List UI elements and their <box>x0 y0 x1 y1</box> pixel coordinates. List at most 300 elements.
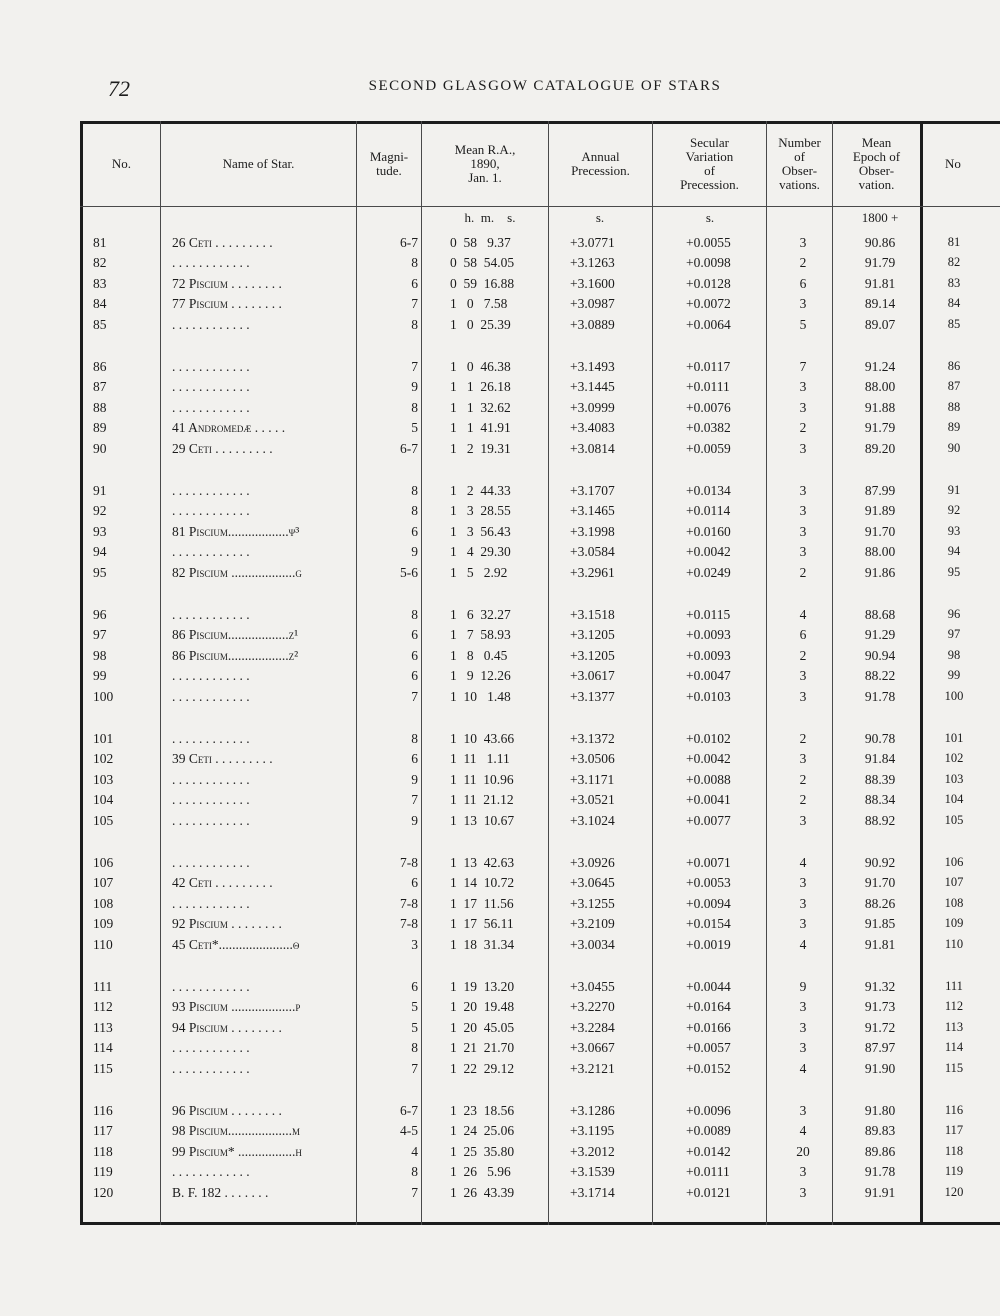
star-number: 88 <box>93 399 107 415</box>
star-magnitude: 5 <box>411 420 418 436</box>
star-number-right: 103 <box>944 771 964 786</box>
star-observation-count: 6 <box>799 275 807 291</box>
star-mean-epoch: 88.00 <box>864 379 896 395</box>
star-name: 86 Piscium..................ζ¹ <box>172 627 299 643</box>
star-observation-count: 2 <box>799 564 807 580</box>
star-mean-ra: 1 20 19.48 <box>450 999 515 1015</box>
star-number: 119 <box>93 1164 113 1180</box>
star-magnitude: 6 <box>411 647 418 663</box>
star-mean-epoch: 91.79 <box>864 255 896 271</box>
star-number-right: 105 <box>944 812 964 827</box>
star-mean-ra: 1 10 1.48 <box>450 688 511 704</box>
star-mean-ra: 1 7 58.93 <box>450 627 511 643</box>
star-name: . . . . . . . . . . . . <box>172 979 250 994</box>
star-mean-ra: 0 58 9.37 <box>450 235 511 250</box>
star-observation-count: 3 <box>799 895 807 911</box>
star-number-right: 116 <box>944 1103 964 1117</box>
star-name: . . . . . . . . . . . . <box>172 483 250 498</box>
star-annual-precession: +3.1707 <box>570 483 615 498</box>
star-magnitude: 8 <box>411 255 418 271</box>
star-number: 90 <box>93 440 107 456</box>
star-secular-variation: +0.0096 <box>686 1103 731 1118</box>
star-magnitude: 6-7 <box>400 235 418 250</box>
star-mean-epoch: 91.72 <box>864 1019 896 1035</box>
star-annual-precession: +3.1171 <box>570 771 615 787</box>
header-rule <box>80 206 1000 207</box>
header-secular-variation: Secular Variation of Precession. <box>680 135 739 192</box>
star-secular-variation: +0.0134 <box>686 483 731 498</box>
star-mean-epoch: 88.22 <box>864 668 896 684</box>
star-mean-epoch: 90.78 <box>864 731 896 746</box>
star-number-right: 120 <box>944 1184 964 1199</box>
star-magnitude: 8 <box>411 503 418 519</box>
star-annual-precession: +3.2121 <box>570 1060 615 1076</box>
star-observation-count: 3 <box>799 399 807 415</box>
star-observation-count: 3 <box>799 1040 807 1056</box>
star-magnitude: 8 <box>411 731 418 746</box>
star-observation-count: 3 <box>799 440 807 456</box>
star-name: 92 Piscium . . . . . . . . <box>172 916 282 932</box>
star-mean-epoch: 90.92 <box>864 855 896 870</box>
star-secular-variation: +0.0076 <box>686 399 731 415</box>
star-number: 117 <box>93 1123 113 1139</box>
star-mean-epoch: 88.68 <box>864 607 896 622</box>
star-secular-variation: +0.0071 <box>686 855 731 870</box>
star-mean-epoch: 89.83 <box>864 1123 896 1139</box>
star-secular-variation: +0.0041 <box>686 792 731 808</box>
star-number-right: 95 <box>947 564 961 579</box>
star-mean-epoch: 91.24 <box>864 359 896 374</box>
star-number-right: 108 <box>944 895 964 910</box>
star-name: 42 Ceti . . . . . . . . . <box>172 875 273 891</box>
star-secular-variation: +0.0160 <box>686 523 731 539</box>
star-observation-count: 3 <box>799 235 807 250</box>
star-observation-count: 2 <box>799 771 807 787</box>
star-number-right: 85 <box>947 316 961 331</box>
star-magnitude: 6 <box>411 979 418 994</box>
star-mean-epoch: 91.79 <box>864 420 896 436</box>
star-magnitude: 9 <box>411 812 418 828</box>
star-mean-epoch: 91.29 <box>864 627 896 643</box>
star-number: 118 <box>93 1143 113 1159</box>
star-observation-count: 3 <box>799 483 807 498</box>
star-mean-epoch: 91.81 <box>864 936 896 952</box>
star-magnitude: 6 <box>411 668 418 684</box>
star-number-right: 102 <box>944 751 964 766</box>
running-head: SECOND GLASGOW CATALOGUE OF STARS <box>368 78 722 94</box>
star-mean-ra: 1 0 7.58 <box>450 296 508 312</box>
star-mean-epoch: 91.81 <box>864 275 896 291</box>
star-mean-ra: 1 4 29.30 <box>450 544 511 560</box>
star-number-right: 114 <box>944 1040 964 1055</box>
star-name: 26 Ceti . . . . . . . . . <box>172 235 273 250</box>
star-mean-epoch: 89.86 <box>864 1143 896 1159</box>
star-mean-ra: 1 18 31.34 <box>450 936 515 952</box>
star-number: 100 <box>93 688 114 704</box>
col-divider <box>356 121 357 1225</box>
star-observation-count: 3 <box>799 1164 807 1180</box>
star-number-right: 96 <box>947 607 961 621</box>
star-number-right: 110 <box>944 936 964 951</box>
star-observation-count: 9 <box>799 979 807 994</box>
star-name: . . . . . . . . . . . . <box>172 255 250 271</box>
star-number: 115 <box>93 1060 113 1076</box>
star-number: 83 <box>93 275 107 291</box>
star-annual-precession: +3.0506 <box>570 751 615 767</box>
star-number-right: 117 <box>944 1123 964 1138</box>
col-divider <box>766 121 767 1225</box>
star-number-right: 112 <box>944 999 964 1014</box>
star-name: 81 Piscium..................ψ³ <box>172 523 300 539</box>
star-mean-ra: 1 3 28.55 <box>450 503 511 519</box>
star-annual-precession: +3.0889 <box>570 316 615 332</box>
star-magnitude: 3 <box>411 936 418 952</box>
star-annual-precession: +3.2012 <box>570 1143 615 1159</box>
star-magnitude: 6-7 <box>400 1103 418 1118</box>
star-magnitude: 6 <box>411 875 418 891</box>
star-annual-precession: +3.1998 <box>570 523 615 539</box>
star-name: 98 Piscium...................μ <box>172 1123 301 1139</box>
star-secular-variation: +0.0154 <box>686 916 731 932</box>
star-observation-count: 4 <box>799 1123 807 1139</box>
star-magnitude: 7-8 <box>400 895 418 911</box>
star-name: . . . . . . . . . . . . <box>172 544 250 560</box>
star-mean-ra: 1 26 43.39 <box>450 1184 515 1200</box>
star-observation-count: 2 <box>799 420 807 436</box>
star-number: 120 <box>93 1184 114 1200</box>
star-secular-variation: +0.0115 <box>686 607 731 622</box>
star-secular-variation: +0.0042 <box>686 544 731 560</box>
star-magnitude: 6 <box>411 627 418 643</box>
star-number-right: 84 <box>947 296 961 311</box>
star-secular-variation: +0.0121 <box>686 1184 731 1200</box>
star-observation-count: 2 <box>799 255 807 271</box>
star-magnitude: 7-8 <box>400 916 418 932</box>
star-name: . . . . . . . . . . . . <box>172 855 250 870</box>
star-number: 85 <box>93 316 107 332</box>
star-mean-ra: 1 10 43.66 <box>450 731 515 746</box>
star-number: 102 <box>93 751 114 767</box>
star-number-right: 87 <box>947 379 961 394</box>
star-mean-ra: 1 22 29.12 <box>450 1060 515 1076</box>
star-secular-variation: +0.0088 <box>686 771 731 787</box>
star-magnitude: 5-6 <box>400 564 418 580</box>
star-number: 112 <box>93 999 113 1015</box>
star-name: 29 Ceti . . . . . . . . . <box>172 440 273 456</box>
star-name: 77 Piscium . . . . . . . . <box>172 296 282 312</box>
star-secular-variation: +0.0042 <box>686 751 731 767</box>
star-name: . . . . . . . . . . . . <box>172 379 250 395</box>
star-magnitude: 7 <box>411 688 418 704</box>
star-mean-ra: 1 6 32.27 <box>450 607 511 622</box>
star-number: 93 <box>93 523 107 539</box>
star-mean-epoch: 91.89 <box>864 503 896 519</box>
star-name: . . . . . . . . . . . . <box>172 688 250 704</box>
star-magnitude: 7 <box>411 359 418 374</box>
star-number-right: 89 <box>947 420 961 435</box>
star-name: . . . . . . . . . . . . <box>172 812 250 828</box>
star-observation-count: 3 <box>799 503 807 519</box>
star-number: 101 <box>93 731 114 746</box>
star-magnitude: 9 <box>411 544 418 560</box>
star-number-right: 106 <box>944 855 964 869</box>
star-annual-precession: +3.1377 <box>570 688 615 704</box>
star-name: 39 Ceti . . . . . . . . . <box>172 751 273 767</box>
star-secular-variation: +0.0072 <box>686 296 731 312</box>
star-mean-epoch: 91.78 <box>864 1164 896 1180</box>
star-observation-count: 4 <box>799 936 807 952</box>
star-secular-variation: +0.0142 <box>686 1143 731 1159</box>
star-name: . . . . . . . . . . . . <box>172 503 250 519</box>
star-annual-precession: +3.1372 <box>570 731 615 746</box>
star-observation-count: 3 <box>799 999 807 1015</box>
col-divider <box>652 121 653 1225</box>
star-number-right: 86 <box>947 359 961 373</box>
star-observation-count: 3 <box>799 1019 807 1035</box>
star-observation-count: 2 <box>799 792 807 808</box>
star-number: 92 <box>93 503 107 519</box>
star-number: 96 <box>93 607 107 622</box>
star-annual-precession: +3.0455 <box>570 979 615 994</box>
star-observation-count: 4 <box>799 607 807 622</box>
star-observation-count: 4 <box>799 1060 807 1076</box>
header-annual-precession: Annual Precession. <box>571 149 630 178</box>
star-number: 84 <box>93 296 107 312</box>
star-number: 107 <box>93 875 114 891</box>
star-magnitude: 7 <box>411 296 418 312</box>
unit-precession: s. <box>595 210 605 225</box>
star-secular-variation: +0.0166 <box>686 1019 731 1035</box>
star-annual-precession: +3.0667 <box>570 1040 615 1056</box>
star-mean-ra: 1 3 56.43 <box>450 523 511 539</box>
star-number-right: 92 <box>947 503 961 518</box>
star-magnitude: 7 <box>411 1060 418 1076</box>
star-secular-variation: +0.0098 <box>686 255 731 271</box>
header-number-observations: Number of Obser- vations. <box>778 135 821 192</box>
col-divider <box>160 121 161 1225</box>
star-annual-precession: +3.1714 <box>570 1184 615 1200</box>
star-name: 45 Ceti*......................θ <box>172 936 300 952</box>
star-number: 87 <box>93 379 107 395</box>
star-observation-count: 3 <box>799 1184 807 1200</box>
star-mean-ra: 1 19 13.20 <box>450 979 515 994</box>
star-number: 95 <box>93 564 107 580</box>
star-magnitude: 8 <box>411 607 418 622</box>
star-secular-variation: +0.0152 <box>686 1060 731 1076</box>
star-number: 82 <box>93 255 107 271</box>
col-divider <box>920 121 923 1225</box>
star-mean-epoch: 90.94 <box>864 647 896 663</box>
star-number-right: 90 <box>947 440 961 455</box>
star-mean-ra: 1 1 32.62 <box>450 399 511 415</box>
star-secular-variation: +0.0019 <box>686 936 731 952</box>
star-mean-ra: 1 11 10.96 <box>450 771 514 787</box>
star-mean-epoch: 91.84 <box>864 751 896 767</box>
star-magnitude: 7-8 <box>400 855 418 870</box>
star-mean-epoch: 91.70 <box>864 523 896 539</box>
star-mean-epoch: 91.88 <box>864 399 896 415</box>
star-mean-ra: 1 20 45.05 <box>450 1019 515 1035</box>
star-number: 108 <box>93 895 114 911</box>
star-magnitude: 9 <box>411 379 418 395</box>
star-magnitude: 6 <box>411 523 418 539</box>
star-magnitude: 8 <box>411 316 418 332</box>
star-name: 82 Piscium ...................g <box>172 564 302 580</box>
star-annual-precession: +3.1263 <box>570 255 615 271</box>
star-number-right: 93 <box>947 523 961 538</box>
star-magnitude: 9 <box>411 771 418 787</box>
star-mean-epoch: 90.86 <box>864 235 896 250</box>
star-annual-precession: +3.1600 <box>570 275 615 291</box>
star-mean-ra: 1 11 21.12 <box>450 792 514 808</box>
star-annual-precession: +3.0814 <box>570 440 615 456</box>
star-mean-ra: 1 21 21.70 <box>450 1040 515 1056</box>
star-mean-epoch: 88.26 <box>864 895 896 911</box>
star-mean-ra: 1 2 19.31 <box>450 440 511 456</box>
star-annual-precession: +3.0584 <box>570 544 615 560</box>
header-mean-ra: Mean R.A., 1890, Jan. 1. <box>454 142 516 185</box>
star-observation-count: 3 <box>799 668 807 684</box>
star-number-right: 107 <box>944 875 964 890</box>
star-name: . . . . . . . . . . . . <box>172 792 250 808</box>
star-annual-precession: +3.0521 <box>570 792 615 808</box>
star-number-right: 88 <box>947 399 961 414</box>
star-secular-variation: +0.0114 <box>686 503 731 519</box>
star-annual-precession: +3.1518 <box>570 607 615 622</box>
star-annual-precession: +3.1493 <box>570 359 615 374</box>
star-number-right: 119 <box>944 1164 964 1179</box>
star-annual-precession: +3.1024 <box>570 812 615 828</box>
unit-secular: s. <box>705 210 715 225</box>
star-name: 86 Piscium..................ζ² <box>172 647 299 663</box>
star-number-right: 97 <box>947 627 961 642</box>
star-name: . . . . . . . . . . . . <box>172 771 250 787</box>
star-secular-variation: +0.0103 <box>686 688 731 704</box>
star-magnitude: 4 <box>411 1143 418 1159</box>
star-name: . . . . . . . . . . . . <box>172 316 250 332</box>
star-secular-variation: +0.0047 <box>686 668 731 684</box>
star-number: 89 <box>93 420 107 436</box>
star-secular-variation: +0.0064 <box>686 316 731 332</box>
col-divider <box>548 121 549 1225</box>
star-number: 109 <box>93 916 114 932</box>
star-name: . . . . . . . . . . . . <box>172 731 250 746</box>
star-number-right: 109 <box>944 916 964 931</box>
col-divider <box>421 121 422 1225</box>
header-mean-epoch: Mean Epoch of Obser- vation. <box>852 135 901 192</box>
star-number-right: 101 <box>944 731 964 745</box>
star-number: 86 <box>93 359 107 374</box>
star-secular-variation: +0.0053 <box>686 875 731 891</box>
star-secular-variation: +0.0117 <box>686 359 731 374</box>
star-number: 97 <box>93 627 107 643</box>
star-mean-ra: 1 23 18.56 <box>450 1103 515 1118</box>
star-number-right: 91 <box>947 483 961 497</box>
star-annual-precession: +3.1465 <box>570 503 615 519</box>
star-number: 103 <box>93 771 114 787</box>
star-number-right: 113 <box>944 1019 964 1034</box>
header-no-right: No <box>945 156 961 171</box>
star-annual-precession: +3.2270 <box>570 999 615 1015</box>
star-name: B. F. 182 . . . . . . . <box>172 1184 269 1200</box>
star-mean-ra: 1 1 26.18 <box>450 379 511 395</box>
star-annual-precession: +3.2109 <box>570 916 615 932</box>
star-observation-count: 3 <box>799 296 807 312</box>
star-annual-precession: +3.1195 <box>570 1123 615 1139</box>
star-mean-ra: 1 24 25.06 <box>450 1123 515 1139</box>
star-number: 99 <box>93 668 107 684</box>
star-annual-precession: +3.1205 <box>570 647 615 663</box>
star-observation-count: 3 <box>799 379 807 395</box>
star-mean-epoch: 91.85 <box>864 916 896 932</box>
star-mean-epoch: 91.86 <box>864 564 896 580</box>
star-mean-epoch: 89.07 <box>864 316 896 332</box>
star-name: . . . . . . . . . . . . <box>172 399 250 415</box>
star-mean-ra: 1 1 41.91 <box>450 420 511 436</box>
star-secular-variation: +0.0089 <box>686 1123 731 1139</box>
star-number: 114 <box>93 1040 113 1056</box>
star-number: 81 <box>93 235 107 250</box>
star-mean-epoch: 89.20 <box>864 440 896 456</box>
star-name: . . . . . . . . . . . . <box>172 895 250 911</box>
star-observation-count: 3 <box>799 812 807 828</box>
star-name: 93 Piscium ...................ρ <box>172 999 301 1015</box>
star-magnitude: 8 <box>411 483 418 498</box>
star-mean-epoch: 91.90 <box>864 1060 896 1076</box>
star-number: 110 <box>93 936 113 952</box>
star-magnitude: 5 <box>411 1019 418 1035</box>
star-observation-count: 4 <box>799 855 807 870</box>
star-annual-precession: +3.0771 <box>570 235 615 250</box>
star-secular-variation: +0.0093 <box>686 647 731 663</box>
star-secular-variation: +0.0164 <box>686 999 731 1015</box>
star-mean-epoch: 87.99 <box>864 483 896 498</box>
star-annual-precession: +3.0999 <box>570 399 615 415</box>
star-name: . . . . . . . . . . . . <box>172 607 250 622</box>
star-observation-count: 5 <box>799 316 807 332</box>
star-secular-variation: +0.0093 <box>686 627 731 643</box>
star-secular-variation: +0.0055 <box>686 235 731 250</box>
star-mean-ra: 0 59 16.88 <box>450 275 515 291</box>
star-name: . . . . . . . . . . . . <box>172 1164 250 1180</box>
star-mean-ra: 1 17 11.56 <box>450 895 514 911</box>
star-observation-count: 20 <box>796 1143 810 1159</box>
page-number: 72 <box>108 76 130 101</box>
star-secular-variation: +0.0382 <box>686 420 731 436</box>
star-name: 41 Andromedæ . . . . . <box>172 420 286 436</box>
star-magnitude: 7 <box>411 792 418 808</box>
star-annual-precession: +3.1539 <box>570 1164 615 1180</box>
star-mean-ra: 1 17 56.11 <box>450 916 514 932</box>
star-number-right: 98 <box>947 647 961 662</box>
star-secular-variation: +0.0111 <box>686 379 730 395</box>
star-observation-count: 3 <box>799 751 807 767</box>
star-annual-precession: +3.4083 <box>570 420 615 436</box>
star-magnitude: 6 <box>411 751 418 767</box>
star-secular-variation: +0.0102 <box>686 731 731 746</box>
star-mean-epoch: 88.00 <box>864 544 896 560</box>
star-annual-precession: +3.2284 <box>570 1019 615 1035</box>
star-magnitude: 6 <box>411 275 418 291</box>
star-annual-precession: +3.0034 <box>570 936 615 952</box>
star-annual-precession: +3.0987 <box>570 296 615 312</box>
star-secular-variation: +0.0249 <box>686 564 731 580</box>
star-secular-variation: +0.0128 <box>686 275 731 291</box>
star-number: 113 <box>93 1019 113 1035</box>
star-number-right: 99 <box>947 668 961 683</box>
star-mean-epoch: 88.34 <box>864 792 896 808</box>
header-magnitude: Magni- tude. <box>369 149 409 178</box>
